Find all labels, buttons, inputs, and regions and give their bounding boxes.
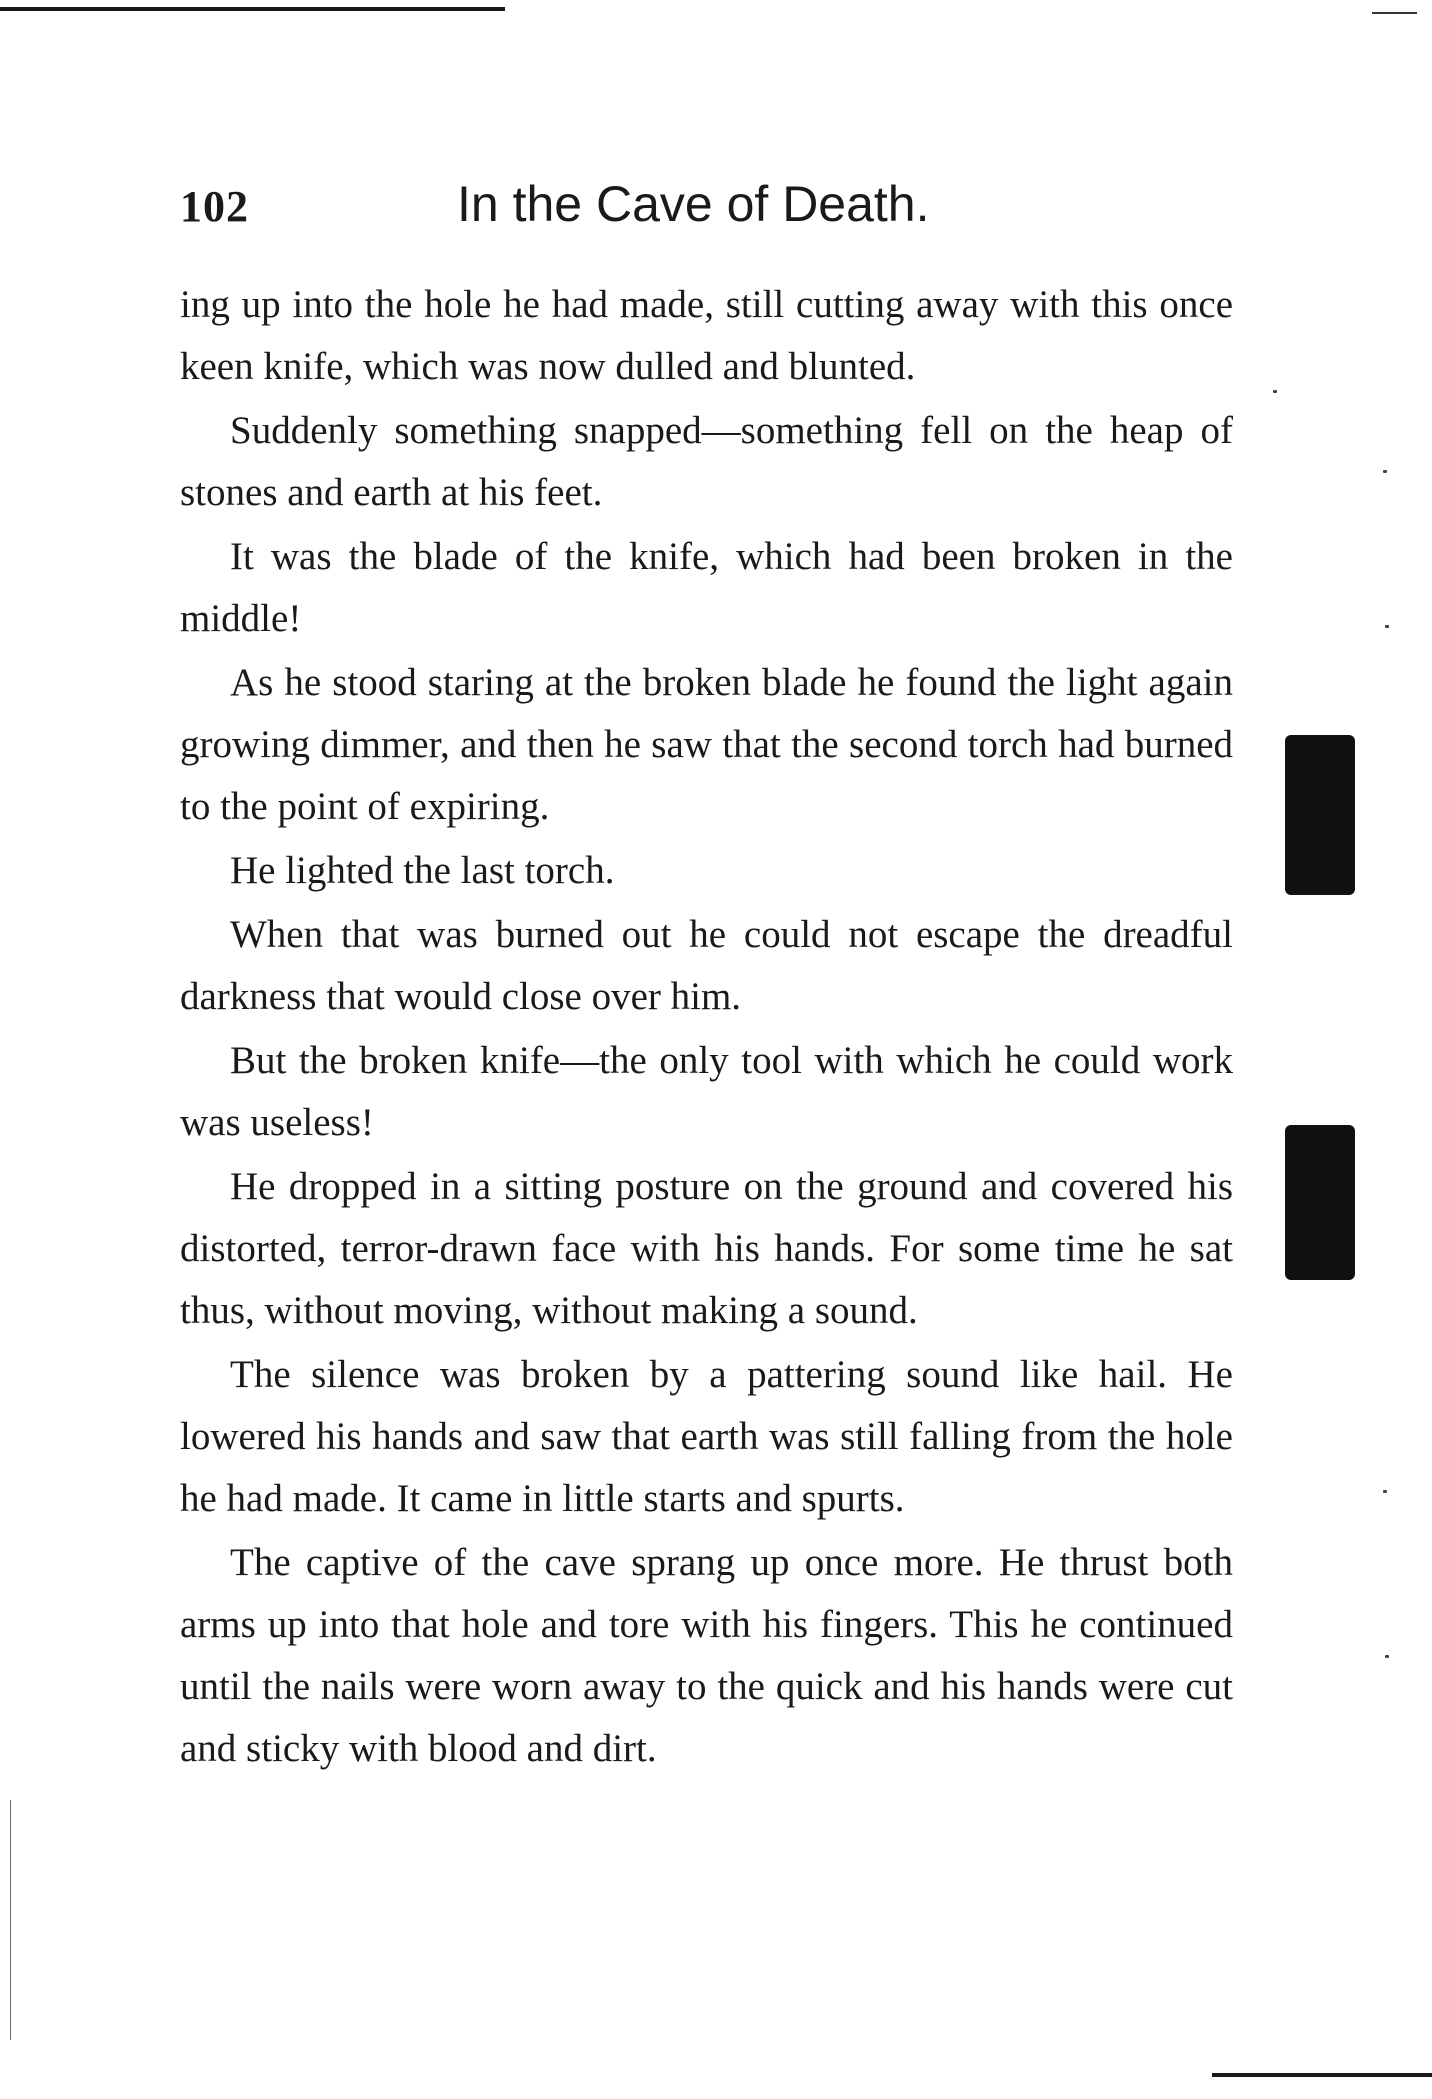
paragraph: But the broken knife—the only tool with which he could work was useless! (180, 1039, 1233, 1144)
page-number: 102 (180, 182, 249, 231)
paragraph: When that was burned out he could not escape the dreadful darkness that would close over him. (180, 913, 1233, 1018)
paragraph: The captive of the cave sprang up once more. He thrust both arms up into that hole and tore with his fingers. This he continued until the nails were worn away to the quick and his hands were cut and sticky with blood and dirt. (180, 1541, 1233, 1770)
running-title: In the Cave of Death. (457, 176, 930, 232)
top-right-rule (1372, 12, 1417, 14)
scan-speck (1383, 1490, 1387, 1493)
scan-bleed-mark (1285, 735, 1355, 895)
paragraph: It was the blade of the knife, which had been broken in the middle! (180, 535, 1233, 640)
paragraph: He lighted the last torch. (230, 849, 615, 892)
paragraph: The silence was broken by a pattering sound like hail. He lowered his hands and saw that earth was still falling from the hole he had made. It came in little starts and spurts. (180, 1353, 1233, 1520)
left-margin-scan-line (10, 1800, 11, 2040)
scan-speck (1383, 470, 1387, 473)
paragraph: As he stood staring at the broken blade he found the light again growing dimmer, and then he saw that the second torch had burned to the point of expiring. (180, 661, 1233, 828)
top-border-rule (0, 7, 505, 11)
scan-bleed-mark (1285, 1125, 1355, 1280)
page-header (180, 175, 1230, 245)
paragraph: ing up into the hole he had made, still cutting away with this once keen knife, which was now dulled and blunted. (180, 283, 1233, 388)
scan-speck (1385, 1655, 1389, 1658)
paragraph: Suddenly something snapped—something fell on the heap of stones and earth at his feet. (180, 409, 1233, 514)
scan-speck (1385, 625, 1389, 628)
scan-speck (1273, 390, 1277, 393)
body-text (180, 274, 1233, 1782)
paragraph: He dropped in a sitting posture on the ground and covered his distorted, terror-drawn face with his hands. For some time he sat thus, without moving, without making a sound. (180, 1165, 1233, 1332)
bottom-border-rule (1212, 2073, 1432, 2077)
